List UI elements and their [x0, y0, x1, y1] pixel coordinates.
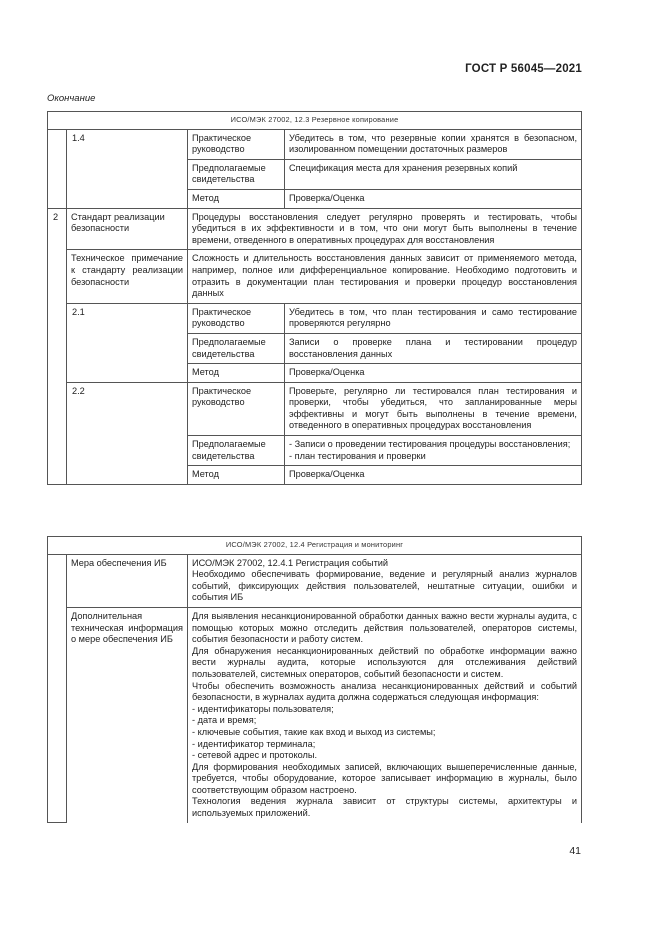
evidence-list — [285, 436, 582, 466]
paragraph: Для формирования необходимых записей, включающих вышеперечисленные данные, требуется, чтобы оборудование, которое записывает информацию в журналы, было соответствующим образом настроено. — [192, 761, 577, 795]
note-text: Сложность и длительность восстановления данных зависит от применяемого метода, например, полное или дифференциальное копирование. Необходимо подготовить и отразить в документации план тестирования и проверки процедур восстановления данных — [188, 250, 582, 303]
list-item: - идентификаторы пользователя; — [192, 703, 334, 714]
measure-title: ИСО/МЭК 27002, 12.4.1 Регистрация событий — [192, 557, 389, 568]
row-id: 2.1 — [67, 303, 188, 382]
measure-label: Мера обеспечения ИБ — [67, 554, 188, 607]
standard-text: Процедуры восстановления следует регулярно проверять и тестировать, чтобы убедиться в их эффективности и в том, что они могут быть выполнены в течение времени, отведенного в оперативных процедурах для восстановления — [188, 208, 582, 250]
method-label: Метод — [188, 466, 285, 485]
page-number: 41 — [569, 845, 581, 857]
list-item: - сетевой адрес и протоколы. — [192, 750, 318, 761]
method-label: Метод — [188, 189, 285, 208]
row-id: 1.4 — [67, 129, 188, 208]
paragraph: Чтобы обеспечить возможность анализа несанкционированных действий и событий безопасности, в журналах аудита должна содержаться следующая информация: — [192, 680, 577, 703]
evidence-text: Записи о проверке плана и тестировании процедур восстановления данных — [285, 333, 582, 363]
evidence-item: - Записи о проведении тестирования процедуры восстановления; — [289, 439, 571, 450]
guidance-label: Практическое руководство — [188, 129, 285, 159]
row-number: 2 — [48, 208, 67, 484]
method-label: Метод — [188, 364, 285, 383]
extra-info-text — [188, 607, 582, 822]
table-caption: ИСО/МЭК 27002, 12.4 Регистрация и мониторинг — [48, 537, 582, 555]
evidence-item: - план тестирования и проверки — [289, 450, 426, 461]
guidance-text: Убедитесь в том, что план тестирования и само тестирование проверяются регулярно — [285, 303, 582, 333]
method-text: Проверка/Оценка — [285, 189, 582, 208]
measure-text: Необходимо обеспечивать формирование, ведение и регулярный анализ журналов событий, фиксирующих действия пользователей, нештатные ситуации, ошибки и события ИБ — [192, 569, 577, 603]
method-text: Проверка/Оценка — [285, 466, 582, 485]
paragraph: Для выявления несанкционированной обработки данных важно вести журналы аудита, с помощью которых можно отследить действия пользователей, операторов системы, события безопасности и работу систем. — [192, 610, 577, 645]
paragraph: Для обнаружения несанкционированных действий по обработке информации важно вести журналы аудита, которые используются для отслеживания действий пользователей, системных операторов, событий безопасности и систем. — [192, 645, 577, 679]
evidence-label: Предполагаемые свидетельства — [188, 159, 285, 189]
list-item: - идентификатор терминала; — [192, 738, 316, 749]
table-caption: ИСО/МЭК 27002, 12.3 Резервное копирование — [48, 112, 582, 130]
evidence-label: Предполагаемые свидетельства — [188, 333, 285, 363]
standard-title: Стандарт реализации безопасности — [67, 208, 188, 250]
guidance-text: Убедитесь в том, что резервные копии хранятся в безопасном, изолированном помещении достаточных размеров — [285, 129, 582, 159]
standard-number: ГОСТ Р 56045—2021 — [465, 63, 582, 75]
guidance-label: Практическое руководство — [188, 303, 285, 333]
note-label: Техническое примечание к стандарту реализации безопасности — [67, 250, 188, 303]
row-id: 2.2 — [67, 382, 188, 484]
backup-table — [47, 111, 582, 485]
measure-cell — [188, 554, 582, 607]
paragraph: Технология ведения журнала зависит от структуры системы, архитектуры и используемых приложений. — [192, 796, 577, 819]
evidence-label: Предполагаемые свидетельства — [188, 436, 285, 466]
list-item: - дата и время; — [192, 715, 257, 726]
method-text: Проверка/Оценка — [285, 364, 582, 383]
guidance-text: Проверьте, регулярно ли тестировался план тестирования и проверки, чтобы убедиться, что запланированные меры эффективны и могут быть выполнены в течение времени, отведенного в оперативных процедурах восстановления — [285, 382, 582, 435]
evidence-text: Спецификация места для хранения резервных копий — [285, 159, 582, 189]
extra-info-label: Дополнительная техническая информация о мере обеспечения ИБ — [67, 607, 188, 822]
logging-table — [47, 536, 582, 823]
guidance-label: Практическое руководство — [188, 382, 285, 435]
list-item: - ключевые события, такие как вход и выход из системы; — [192, 726, 436, 737]
continuation-label: Окончание — [47, 93, 96, 104]
